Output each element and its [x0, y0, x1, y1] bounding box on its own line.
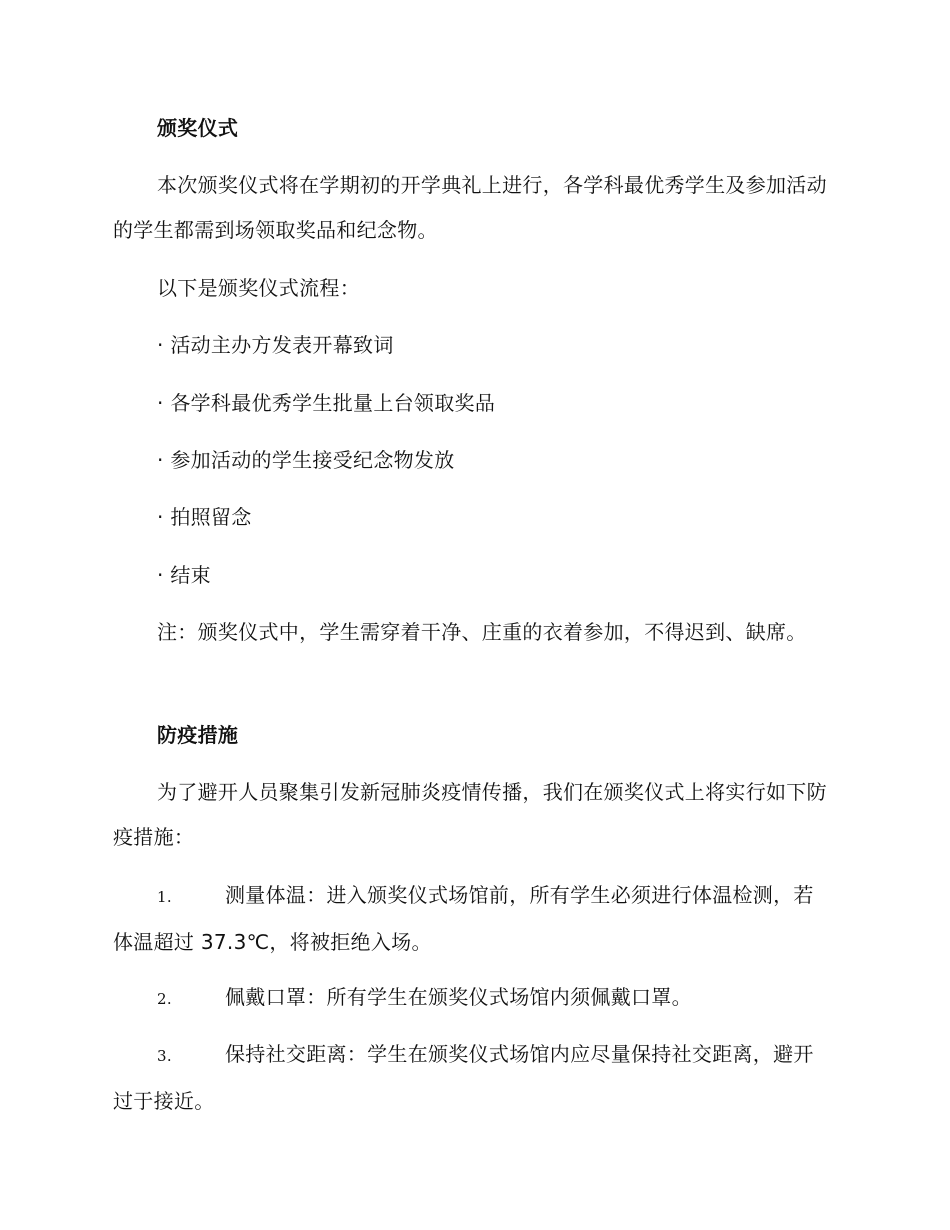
- ceremony-intro-paragraph: 本次颁奖仪式将在学期初的开学典礼上进行，各学科最优秀学生及参加活动的学生都需到场领取奖品和纪念物。: [113, 173, 827, 242]
- measure-item: [113, 975, 833, 1022]
- flow-item: · 结束: [157, 563, 211, 587]
- measure-item: [113, 1032, 833, 1124]
- measure-text: 佩戴口罩：所有学生在颁奖仪式场馆内须佩戴口罩。: [225, 985, 692, 1009]
- flow-item: · 各学科最优秀学生批量上台领取奖品: [157, 391, 496, 415]
- section-heading-ceremony: 颁奖仪式: [157, 116, 239, 140]
- section-heading-prevention: 防疫措施: [157, 723, 239, 747]
- measure-number: 1.: [157, 888, 172, 906]
- measure-text: 测量体温：进入颁奖仪式场馆前，所有学生必须进行体温检测，若体温超过 37.3℃，将被拒绝入场。: [113, 883, 814, 954]
- measure-item: [113, 873, 833, 965]
- ceremony-flow-title: 以下是颁奖仪式流程：: [157, 276, 360, 300]
- prevention-intro-paragraph: 为了避开人员聚集引发新冠肺炎疫情传播，我们在颁奖仪式上将实行如下防疫措施：: [113, 780, 827, 849]
- flow-item: · 拍照留念: [157, 505, 252, 529]
- flow-item: · 活动主办方发表开幕致词: [157, 333, 394, 357]
- measure-text: 保持社交距离：学生在颁奖仪式场馆内应尽量保持社交距离，避开过于接近。: [113, 1042, 814, 1113]
- measure-number: 3.: [157, 1047, 172, 1065]
- ceremony-note-paragraph: 注：颁奖仪式中，学生需穿着干净、庄重的衣着参加，不得迟到、缺席。: [157, 620, 807, 644]
- measure-number: 2.: [157, 990, 172, 1008]
- flow-item: · 参加活动的学生接受纪念物发放: [157, 448, 455, 472]
